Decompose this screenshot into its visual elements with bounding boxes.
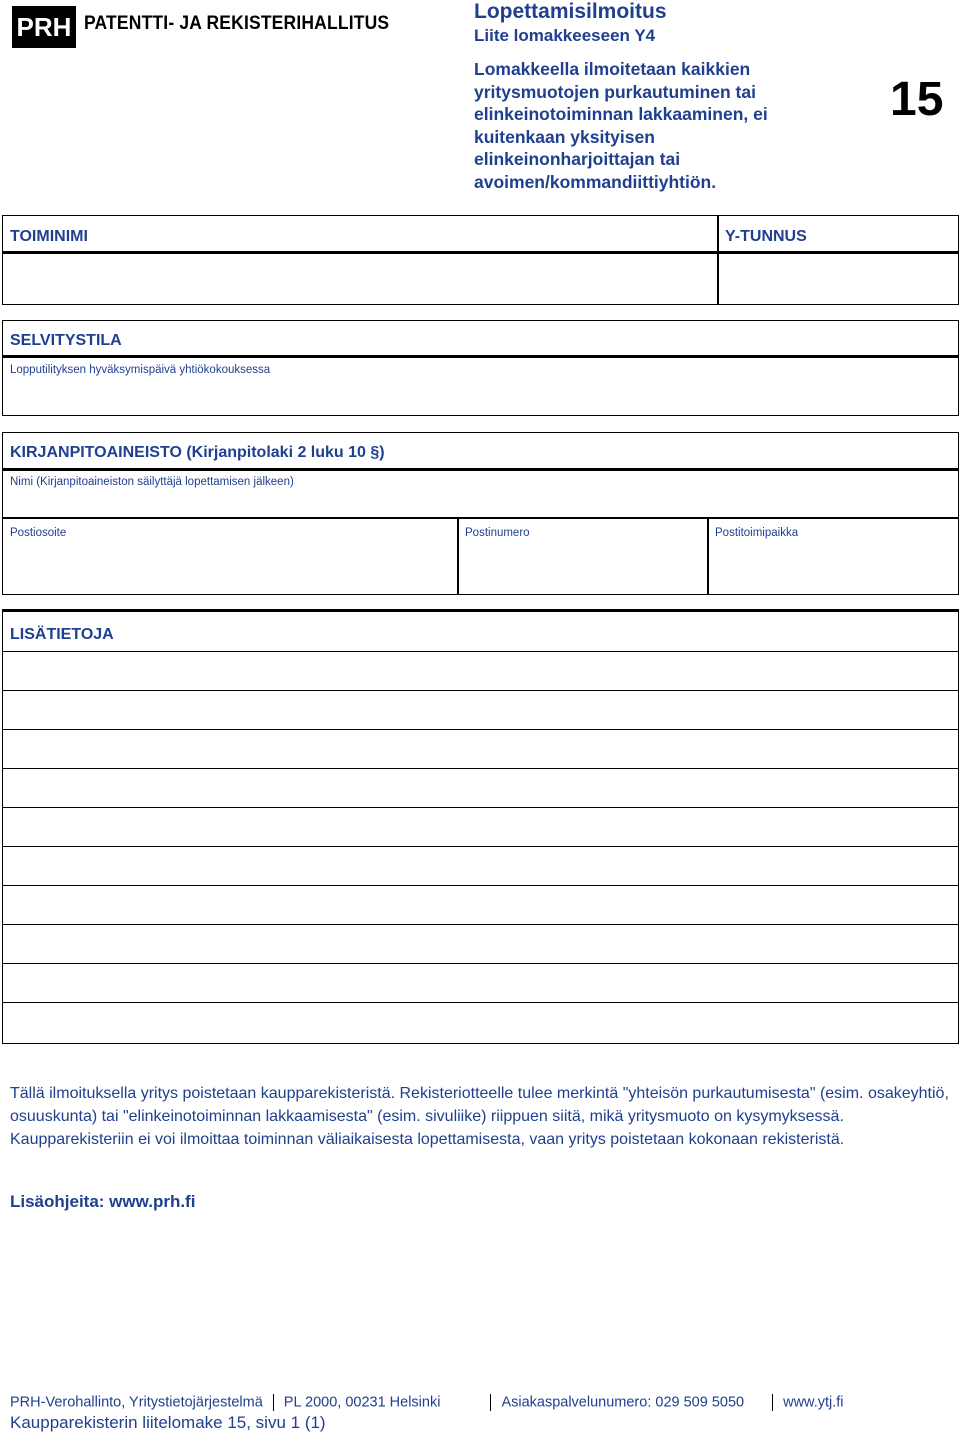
- footer-contact: [10, 1394, 844, 1411]
- selvitystila-field[interactable]: [4, 378, 957, 414]
- lisatietoja-label: LISÄTIETOJA: [10, 626, 114, 643]
- toiminimi-field[interactable]: [4, 255, 716, 303]
- postiosoite-label: Postiosoite: [10, 527, 67, 539]
- postinumero-field[interactable]: [460, 545, 705, 593]
- footer-phone: Asiakaspalvelunumero: 029 509 5050: [501, 1394, 745, 1411]
- form-subtitle: Liite lomakkeeseen Y4: [474, 26, 656, 45]
- toiminimi-label: TOIMINIMI: [10, 228, 88, 245]
- ytunnus-field[interactable]: [720, 255, 957, 303]
- prh-logo-mark: PRH: [12, 6, 76, 48]
- postitoimipaikka-field[interactable]: [710, 545, 957, 593]
- footer-address: PL 2000, 00231 Helsinki: [283, 1394, 441, 1411]
- more-info: Lisäohjeita: www.prh.fi: [10, 1192, 196, 1211]
- selvitystila-label: SELVITYSTILA: [10, 332, 122, 349]
- kirjanpito-name-label: Nimi (Kirjanpitoaineiston säilyttäjä lopettamisen jälkeen): [10, 476, 294, 488]
- form-intro: Lomakkeella ilmoitetaan kaikkien yritysmuotojen purkautuminen tai elinkeinotoiminnan lakkaaminen, ei kuitenkaan yksityisen elinkeinonharjoittajan tai avoimen/kommandiittiyhtiön.: [474, 59, 768, 192]
- postinumero-label: Postinumero: [465, 527, 530, 539]
- lisatietoja-field[interactable]: [4, 653, 957, 1042]
- prh-logo-name: PATENTTI- JA REKISTERIHALLITUS: [84, 13, 390, 34]
- footer-web[interactable]: www.ytj.fi: [783, 1394, 844, 1411]
- kirjanpito-label: KIRJANPITOAINEISTO (Kirjanpitolaki 2 luku 10 §): [10, 444, 385, 461]
- selvitystila-field-label: Lopputilityksen hyväksymispäivä yhtiökokouksessa: [10, 364, 271, 376]
- postitoimipaikka-label: Postitoimipaikka: [715, 527, 799, 539]
- form-title: Lopettamisilmoitus: [474, 0, 667, 23]
- footer-page: Kaupparekisterin liitelomake 15, sivu 1 (1): [10, 1413, 326, 1432]
- form-number: 15: [890, 73, 944, 126]
- footer-org: PRH-Verohallinto, Yritystietojärjestelmä: [10, 1394, 263, 1411]
- removal-note: Tällä ilmoituksella yritys poistetaan kaupparekisteristä. Rekisteriotteelle tulee merkintä "yhteisön purkautumisesta" (esim. osakeyhtiö, osuuskunta) tai "elinkeinotoiminnan lakkaamisesta" (esim. sivuliike) riippuen siitä, mikä yritysmuoto on kysymyksessä. Kaupparekisteriin ei voi ilmoittaa toiminnan väliaikaisesta lopettamisesta, vaan yritys poistetaan kokonaan rekisteristä.: [10, 1085, 949, 1148]
- ytunnus-label: Y-TUNNUS: [725, 228, 807, 245]
- postiosoite-field[interactable]: [4, 545, 454, 593]
- kirjanpito-name-field[interactable]: [4, 490, 957, 516]
